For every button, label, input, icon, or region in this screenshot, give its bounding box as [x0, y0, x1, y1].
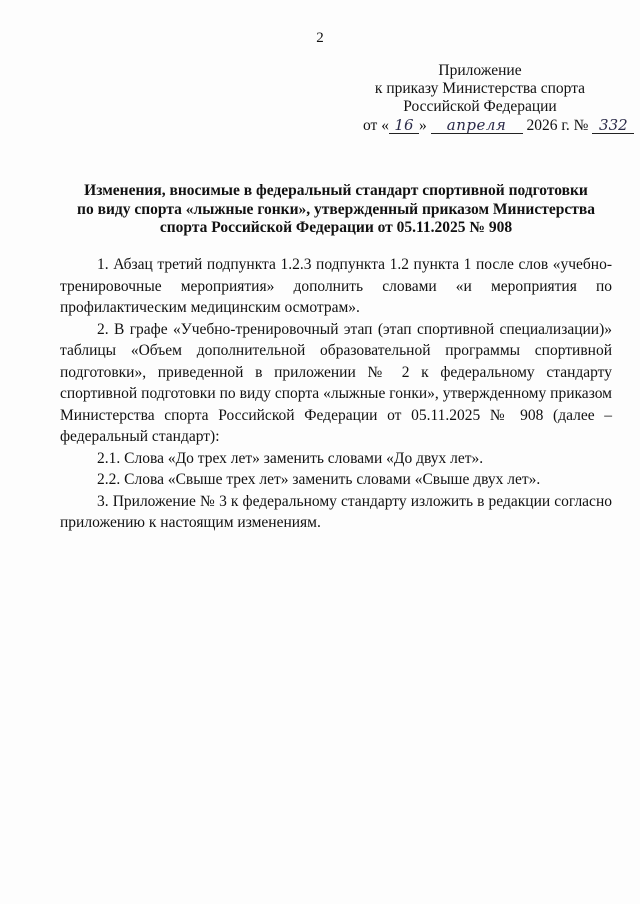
paragraph-2: 2. В графе «Учебно-тренировочный этап (этап спортивной специализации)» таблицы «Объем дополнительной образовательной программы спортивной подготовки», приведенной в приложении № 2 к федеральному стандарту спортивной подготовки по виду спорта «лыжные гонки», утвержденному приказом Министерства спорта Российской Федерации от 05.11.2025 № 908 (далее – федеральный стандарт):	[60, 320, 612, 445]
handwritten-order-number: 332	[592, 117, 634, 134]
date-prefix: от «	[363, 117, 389, 134]
page-number: 2	[316, 30, 324, 46]
handwritten-month: апреля	[431, 117, 523, 134]
handwritten-day: 16	[389, 117, 419, 134]
appendix-header	[360, 62, 600, 116]
paragraph-1: 1. Абзац третий подпункта 1.2.3 подпункта 1.2 пункта 1 после слов «учебно-тренировочные мероприятия» дополнить словами «и мероприятия по профилактическим медицинским осмотрам».	[60, 256, 612, 316]
appendix-order-ref: к приказу Министерства спорта	[374, 80, 586, 97]
order-date-line	[363, 116, 628, 136]
date-quote-close: »	[418, 117, 427, 134]
paragraph-2-2: 2.2. Слова «Свыше трех лет» заменить словами «Свыше двух лет».	[97, 471, 541, 488]
appendix-label: Приложение	[438, 62, 522, 79]
paragraph-2-1: 2.1. Слова «До трех лет» заменить словами «До двух лет».	[97, 449, 484, 467]
date-year: 2026 г. №	[526, 117, 589, 134]
title-line-2: по виду спорта «лыжные гонки», утвержденный приказом Министерства	[77, 200, 595, 218]
appendix-federation: Российской Федерации	[403, 98, 557, 115]
document-title	[60, 182, 612, 238]
document-body	[60, 254, 612, 534]
title-line-3: спорта Российской Федерации от 05.11.2025 № 908	[159, 219, 513, 236]
paragraph-3: 3. Приложение № 3 к федеральному стандарту изложить в редакции согласно приложению к настоящим изменениям.	[60, 492, 612, 531]
title-line-1: Изменения, вносимые в федеральный стандарт спортивной подготовки	[84, 182, 588, 199]
